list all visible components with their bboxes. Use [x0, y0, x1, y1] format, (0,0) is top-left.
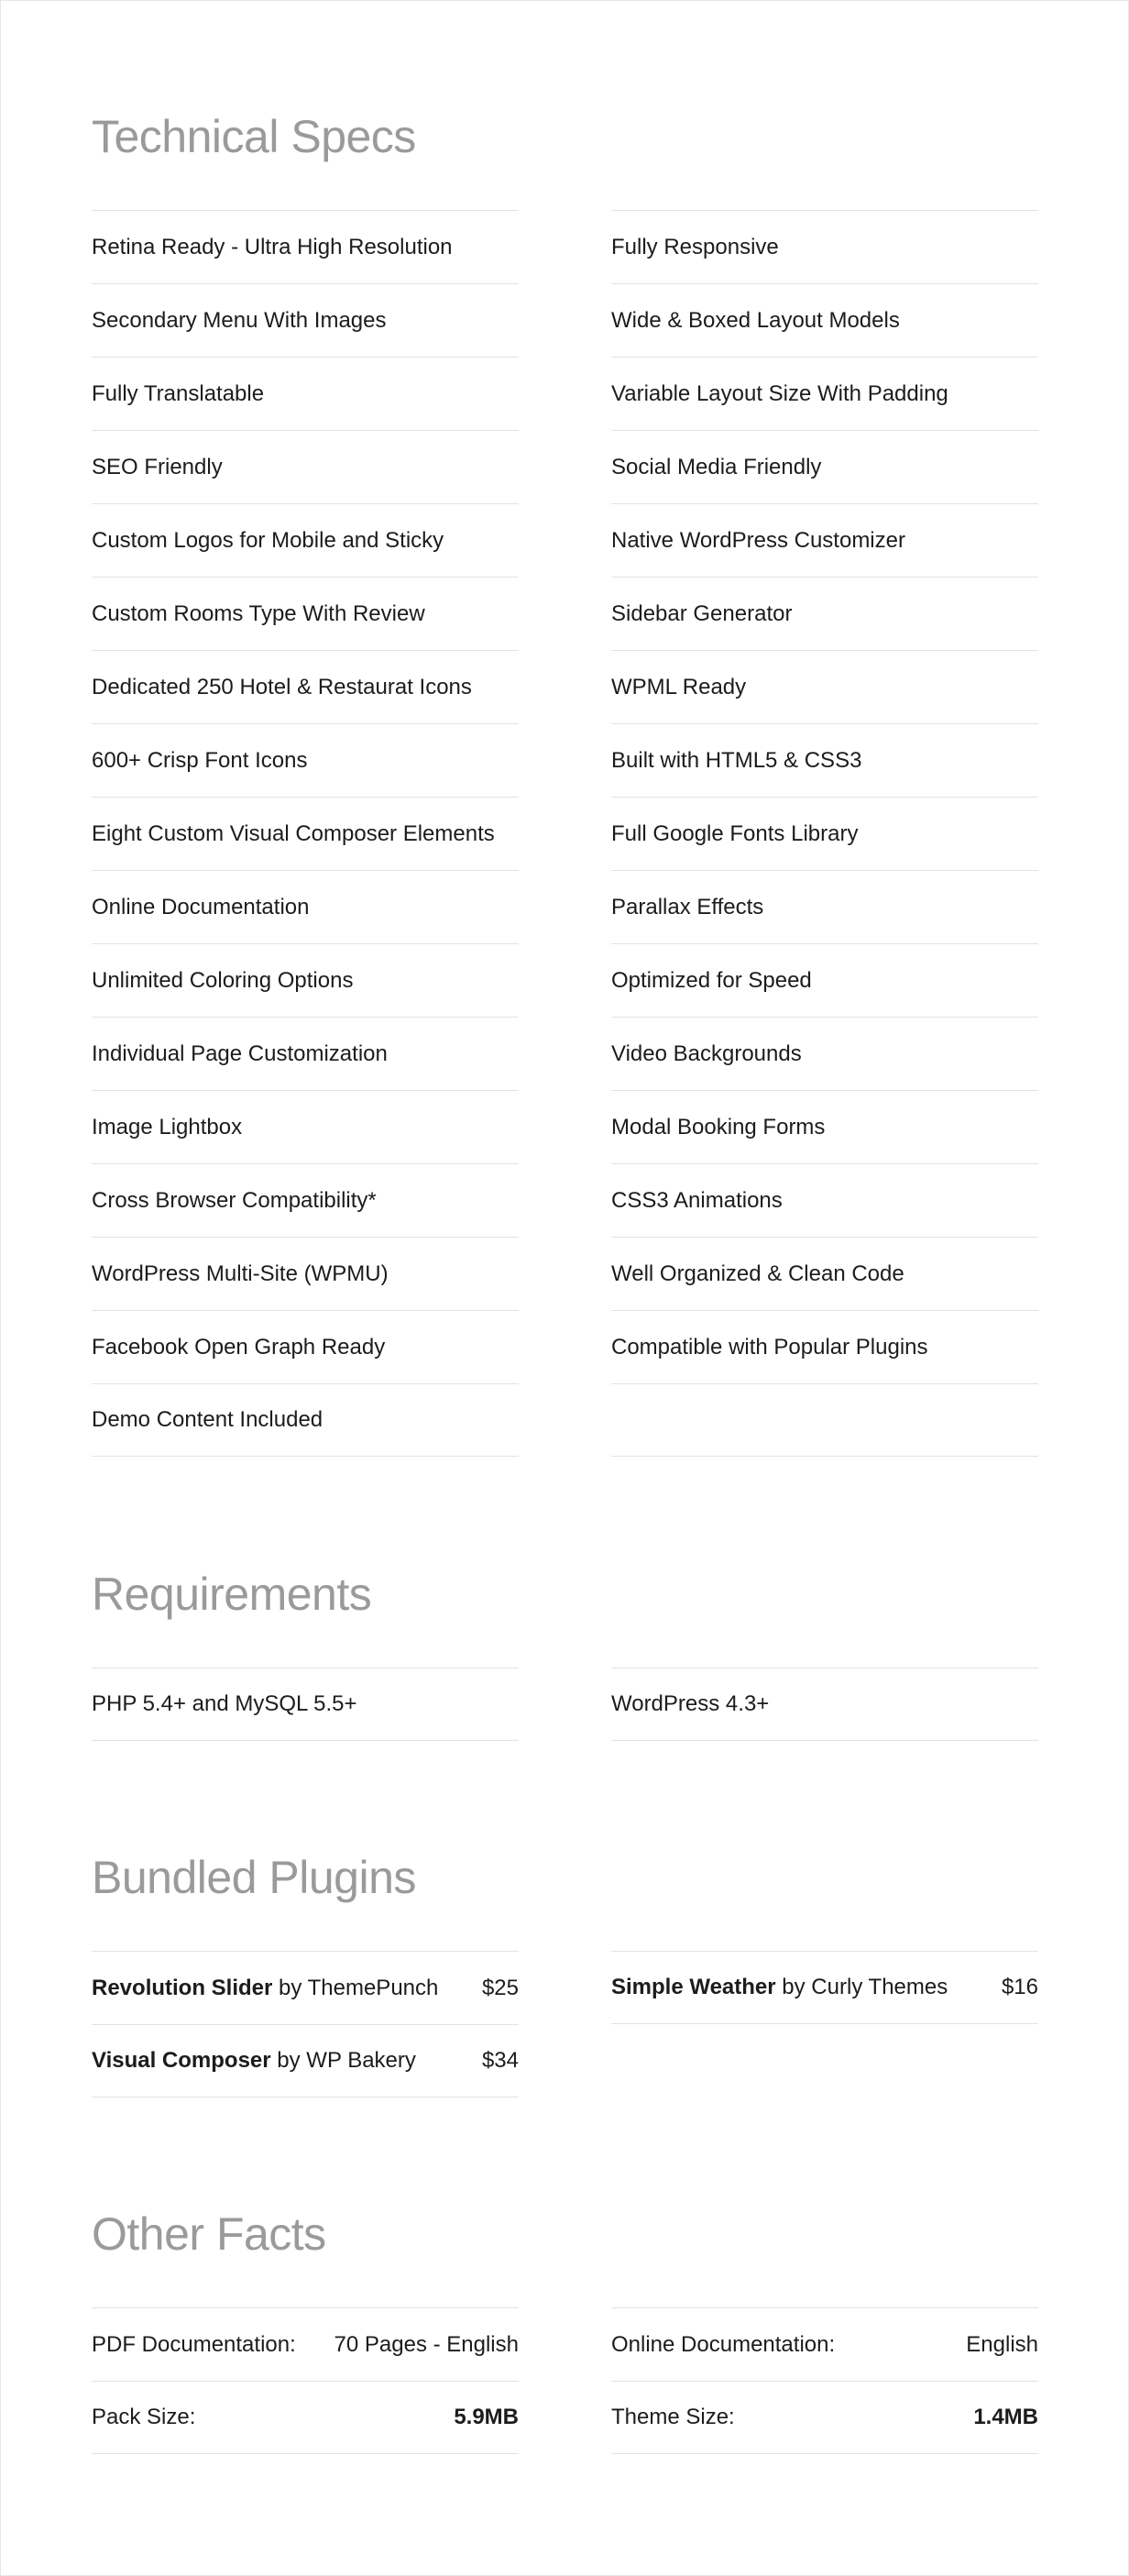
other-facts-section: [92, 2207, 1039, 2429]
technical-specs-right-column: [611, 210, 1038, 1457]
spec-row: [92, 650, 519, 723]
spec-item-text: Custom Logos for Mobile and Sticky: [92, 527, 444, 553]
spec-item-text: Sidebar Generator: [611, 600, 793, 626]
plugin-author: by WP Bakery: [270, 2048, 416, 2073]
spec-row: [92, 1310, 519, 1383]
spec-row: [92, 943, 519, 1017]
spec-item-text: Fully Responsive: [611, 234, 779, 259]
list-item: [92, 1668, 519, 1741]
list-item: [611, 1668, 1038, 1741]
spec-row: [611, 283, 1038, 357]
spec-item-text: Full Google Fonts Library: [611, 820, 859, 846]
spec-row: [611, 1163, 1038, 1237]
spec-row: [92, 503, 519, 577]
bundled-plugins-right-column: [611, 1951, 1038, 2024]
plugin-author: by Curly Themes: [775, 1975, 948, 1999]
plugin-price: $34: [481, 2048, 519, 2073]
spec-item-text: Built with HTML5 & CSS3: [611, 747, 862, 773]
fact-value: 70 Pages - English: [334, 2331, 519, 2357]
plugin-name-line: [92, 1976, 438, 2001]
plugin-row: [92, 2024, 519, 2097]
spec-row: [92, 430, 519, 503]
spec-item-text: Wide & Boxed Layout Models: [611, 307, 900, 333]
spec-item-text: Online Documentation: [92, 894, 310, 919]
plugin-price: $25: [481, 1975, 519, 2000]
technical-specs-section: [92, 109, 1039, 1432]
technical-specs-title: Technical Specs: [92, 111, 416, 162]
requirement-php-mysql: PHP 5.4+ and MySQL 5.5+: [92, 1691, 357, 1716]
plugin-row: [611, 1951, 1038, 2024]
spec-row: [92, 1090, 519, 1163]
spec-row: [92, 1237, 519, 1310]
fact-label: Pack Size:: [92, 2405, 196, 2429]
fact-row-pdf-documentation: [92, 2307, 519, 2381]
fact-label: PDF Documentation:: [92, 2331, 296, 2357]
fact-row-pack-size: [92, 2381, 519, 2454]
bundled-plugins-left-column: [92, 1951, 519, 2097]
spec-item-text: WordPress Multi-Site (WPMU): [92, 1260, 389, 1286]
other-facts-right-column: [611, 2307, 1038, 2454]
spec-row: [611, 797, 1038, 870]
spec-row: [611, 650, 1038, 723]
spec-item-text: Modal Booking Forms: [611, 1114, 826, 1139]
bundled-plugins-section: [92, 1850, 1039, 2073]
bundled-plugins-title: Bundled Plugins: [92, 1852, 416, 1903]
spec-item-text: Fully Translatable: [92, 380, 265, 406]
spec-row: [92, 210, 519, 283]
spec-item-text: Video Backgrounds: [611, 1040, 802, 1066]
spec-row: [611, 1237, 1038, 1310]
spec-item-text: Secondary Menu With Images: [92, 307, 387, 333]
spec-row: [92, 797, 519, 870]
spec-item-text: Social Media Friendly: [611, 454, 822, 479]
fact-value: 1.4MB: [973, 2405, 1038, 2429]
spec-row: [92, 577, 519, 650]
plugin-name: Simple Weather: [611, 1975, 776, 1999]
other-facts-title: Other Facts: [92, 2208, 326, 2260]
spec-row: [611, 1310, 1038, 1383]
plugin-row: [92, 1951, 519, 2024]
spec-item-text: Dedicated 250 Hotel & Restaurat Icons: [92, 674, 472, 699]
spec-item-text: Demo Content Included: [92, 1407, 323, 1432]
other-facts-left-column: [92, 2307, 519, 2454]
spec-row: [92, 1017, 519, 1090]
spec-item-text: Cross Browser Compatibility*: [92, 1187, 377, 1213]
spec-item-text: WPML Ready: [611, 674, 747, 699]
spec-row: [611, 503, 1038, 577]
requirements-title: Requirements: [92, 1569, 372, 1620]
requirements-left-column: [92, 1668, 519, 1741]
spec-row: [611, 943, 1038, 1017]
plugin-price: $16: [1001, 1975, 1038, 1999]
requirements-right-column: [611, 1668, 1038, 1741]
spec-item-text: Variable Layout Size With Padding: [611, 380, 948, 406]
spec-row: [611, 577, 1038, 650]
spec-row: [611, 1383, 1038, 1457]
spec-row: [92, 1163, 519, 1237]
spec-row: [611, 210, 1038, 283]
spec-item-text: Individual Page Customization: [92, 1040, 388, 1066]
spec-row: [611, 357, 1038, 430]
spec-item-text: Eight Custom Visual Composer Elements: [92, 820, 495, 846]
spec-row: [92, 357, 519, 430]
spec-row: [92, 870, 519, 943]
spec-row: [611, 1090, 1038, 1163]
fact-row-online-documentation: [611, 2307, 1038, 2381]
spec-row: [92, 283, 519, 357]
fact-value: English: [966, 2331, 1038, 2357]
spec-item-text: Optimized for Speed: [611, 967, 812, 993]
requirement-wordpress: WordPress 4.3+: [611, 1691, 770, 1716]
plugin-author: by ThemePunch: [272, 1975, 439, 2000]
fact-label: Online Documentation:: [611, 2331, 836, 2357]
requirements-section: [92, 1567, 1039, 1716]
spec-row: [611, 1017, 1038, 1090]
plugin-name: Revolution Slider: [92, 1975, 273, 2000]
spec-row: [611, 723, 1038, 797]
spec-item-text: Well Organized & Clean Code: [611, 1260, 904, 1286]
spec-item-text: Unlimited Coloring Options: [92, 967, 354, 993]
spec-item-text: Retina Ready - Ultra High Resolution: [92, 234, 453, 259]
plugin-name-line: [611, 1975, 948, 2000]
spec-row: [611, 870, 1038, 943]
spec-item-text: CSS3 Animations: [611, 1187, 783, 1213]
fact-row-theme-size: [611, 2381, 1038, 2454]
spec-item-text: 600+ Crisp Font Icons: [92, 747, 308, 773]
spec-row: [92, 723, 519, 797]
technical-specs-left-column: [92, 210, 519, 1457]
fact-value: 5.9MB: [454, 2405, 519, 2429]
spec-item-text: Native WordPress Customizer: [611, 527, 905, 553]
spec-item-text: Facebook Open Graph Ready: [92, 1334, 386, 1360]
fact-label: Theme Size:: [611, 2405, 735, 2429]
spec-item-text: SEO Friendly: [92, 454, 223, 479]
spec-row: [92, 1383, 519, 1457]
plugin-name-line: [92, 2048, 416, 2074]
spec-item-text: Custom Rooms Type With Review: [92, 600, 425, 626]
spec-item-text: Parallax Effects: [611, 894, 764, 919]
spec-item-text: Compatible with Popular Plugins: [611, 1334, 928, 1360]
spec-row: [611, 430, 1038, 503]
spec-item-text: Image Lightbox: [92, 1114, 243, 1139]
plugin-name: Visual Composer: [92, 2048, 271, 2073]
